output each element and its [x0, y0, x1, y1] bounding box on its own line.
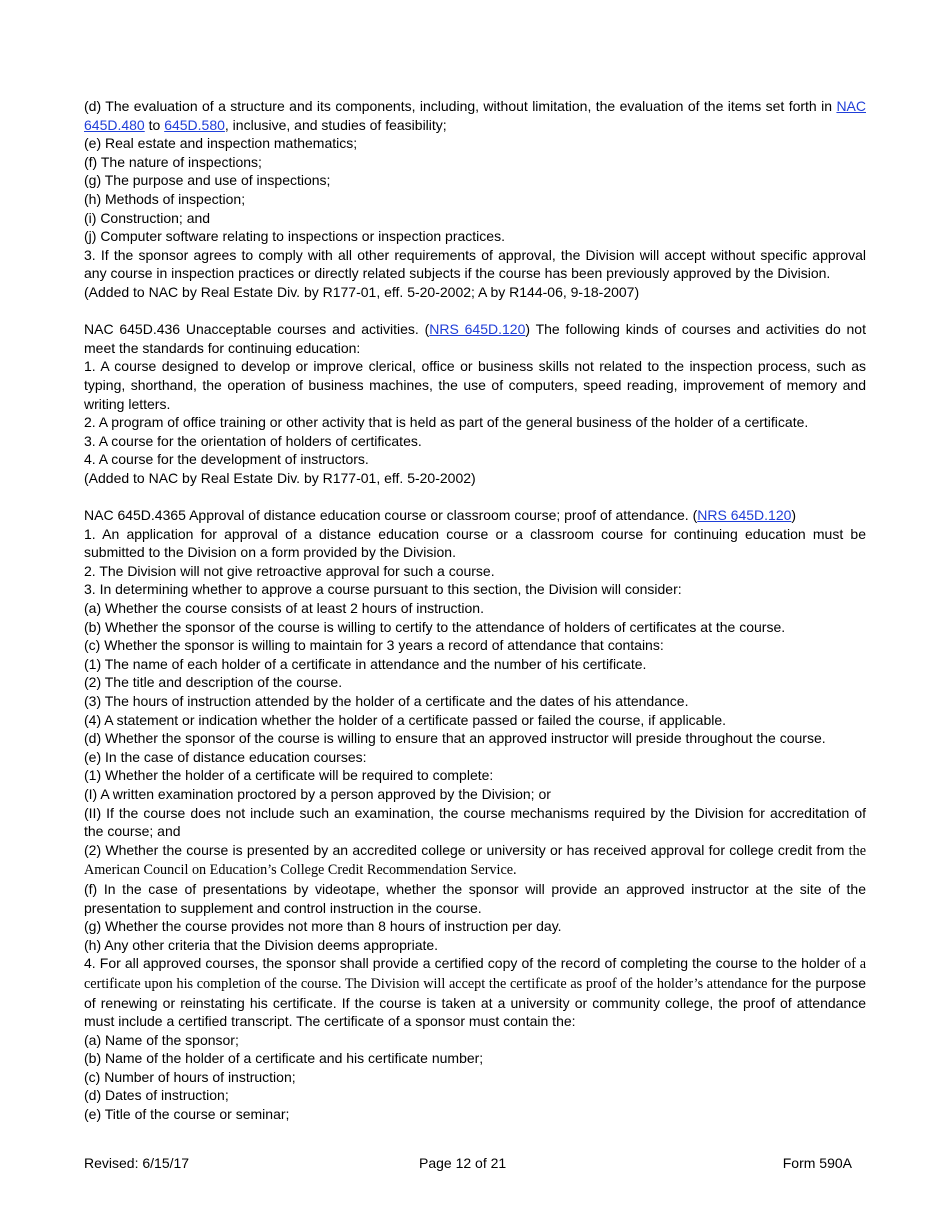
- item-c: (c) Whether the sponsor is willing to maintain for 3 years a record of attendance that contains:: [84, 637, 664, 654]
- list-item: 1. A course designed to develop or improve clerical, office or business skills not related to the inspection process, such as typing, shorthand, the operation of business machines, the use of computers, speed reading, improvement of memory and writing letters.: [84, 358, 866, 412]
- list-item: (d) Dates of instruction;: [84, 1087, 229, 1104]
- nac-645d-480-link[interactable]: NAC 645D.480: [84, 98, 866, 133]
- item-2: 2. The Division will not give retroactive approval for such a course.: [84, 562, 495, 579]
- item-a: (a) Whether the course consists of at least 2 hours of instruction.: [84, 600, 484, 617]
- item-g: (g) Whether the course provides not more than 8 hours of instruction per day.: [84, 918, 562, 935]
- item-d: (d) The evaluation of a structure and its components, including, without limitation, the evaluation of the items set forth in NAC 645D.480 to 645D.580, inclusive, and studies of feasibility;: [84, 98, 866, 133]
- nrs-645d-120-link[interactable]: NRS 645D.120: [429, 321, 526, 338]
- list-item: (e) Title of the course or seminar;: [84, 1106, 290, 1123]
- spacer: [84, 302, 866, 321]
- item-e-1-I: (I) A written examination proctored by a person approved by the Division; or: [84, 785, 551, 802]
- item-i: (i) Construction; and: [84, 209, 211, 226]
- history-note: (Added to NAC by Real Estate Div. by R177-01, eff. 5-20-2002; A by R144-06, 9-18-2007): [84, 283, 640, 300]
- item-1: 1. An application for approval of a distance education course or a classroom course for continuing education must be submitted to the Division on a form provided by the Division.: [84, 525, 866, 561]
- list-item: 2. A program of office training or other activity that is held as part of the general business of the holder of a certificate.: [84, 414, 809, 431]
- item-d: (d) Whether the sponsor of the course is willing to ensure that an approved instructor will preside throughout the course.: [84, 730, 826, 747]
- page-footer: [84, 1155, 866, 1175]
- list-item: 4. A course for the development of instructors.: [84, 451, 369, 468]
- section-heading-645d-4365: NAC 645D.4365 Approval of distance education course or classroom course; proof of attendance. (NRS 645D.120): [84, 507, 797, 524]
- nac-645d-580-link[interactable]: 645D.580: [164, 116, 225, 133]
- item-j: (j) Computer software relating to inspections or inspection practices.: [84, 228, 505, 245]
- history-note: (Added to NAC by Real Estate Div. by R177-01, eff. 5-20-2002): [84, 469, 476, 486]
- item-e-2: (2) Whether the course is presented by an accredited college or university or has received approval for college credit from the American Council on Education’s College Credit Recommendation Service.: [84, 841, 866, 879]
- item-c-1: (1) The name of each holder of a certificate in attendance and the number of his certificate.: [84, 655, 647, 672]
- revised-date: Revised: 6/15/17: [84, 1155, 190, 1171]
- item-c-2: (2) The title and description of the course.: [84, 674, 343, 691]
- list-item: 3. A course for the orientation of holders of certificates.: [84, 432, 422, 449]
- item-g: (g) The purpose and use of inspections;: [84, 172, 331, 189]
- list-item: (c) Number of hours of instruction;: [84, 1068, 296, 1085]
- list-item: (a) Name of the sponsor;: [84, 1031, 239, 1048]
- item-e: (e) Real estate and inspection mathematics;: [84, 135, 358, 152]
- section-heading-645d-436: NAC 645D.436 Unacceptable courses and activities. (NRS 645D.120) The following kinds of courses and activities do not meet the standards for continuing education:: [84, 321, 866, 356]
- item-f: (f) The nature of inspections;: [84, 153, 262, 170]
- item-4: 4. For all approved courses, the sponsor shall provide a certified copy of the record of completing the course to the holder of a certificate upon his completion of the course. The Division will accept the certificate as proof of the holder’s attendance for the purpose of renewing or reinstating his certificate. If the course is taken at a university or community college, the proof of attendance must include a certified transcript. The certificate of a sponsor must contain the:: [84, 955, 867, 1030]
- item-e-1-II: (II) If the course does not include such an examination, the course mechanisms required by the Division for accreditation of the course; and: [84, 804, 866, 840]
- item-b: (b) Whether the sponsor of the course is willing to certify to the attendance of holders of certificates at the course.: [84, 618, 786, 635]
- item-h: (h) Any other criteria that the Division deems appropriate.: [84, 936, 439, 953]
- page-number: Page 12 of 21: [419, 1155, 507, 1171]
- form-number: Form 590A: [782, 1155, 852, 1171]
- spacer: [84, 487, 866, 506]
- list-item: (b) Name of the holder of a certificate and his certificate number;: [84, 1050, 484, 1067]
- document-body: [84, 97, 866, 1124]
- item-c-3: (3) The hours of instruction attended by the holder of a certificate and the dates of his attendance.: [84, 693, 689, 709]
- nrs-645d-120-link[interactable]: NRS 645D.120: [697, 507, 792, 524]
- item-c-4: (4) A statement or indication whether the holder of a certificate passed or failed the course, if applicable.: [84, 711, 727, 728]
- item-e: (e) In the case of distance education courses:: [84, 748, 367, 765]
- item-3: 3. If the sponsor agrees to comply with all other requirements of approval, the Division will accept without specific approval any course in inspection practices or directly related subjects if the course has been previously approved by the Division.: [84, 246, 866, 282]
- item-3: 3. In determining whether to approve a course pursuant to this section, the Division will consider:: [84, 581, 682, 598]
- item-f: (f) In the case of presentations by videotape, whether the sponsor will provide an approved instructor at the site of the presentation to supplement and control instruction in the course.: [84, 880, 866, 916]
- item-e-1: (1) Whether the holder of a certificate will be required to complete:: [84, 767, 494, 784]
- item-h: (h) Methods of inspection;: [84, 190, 246, 207]
